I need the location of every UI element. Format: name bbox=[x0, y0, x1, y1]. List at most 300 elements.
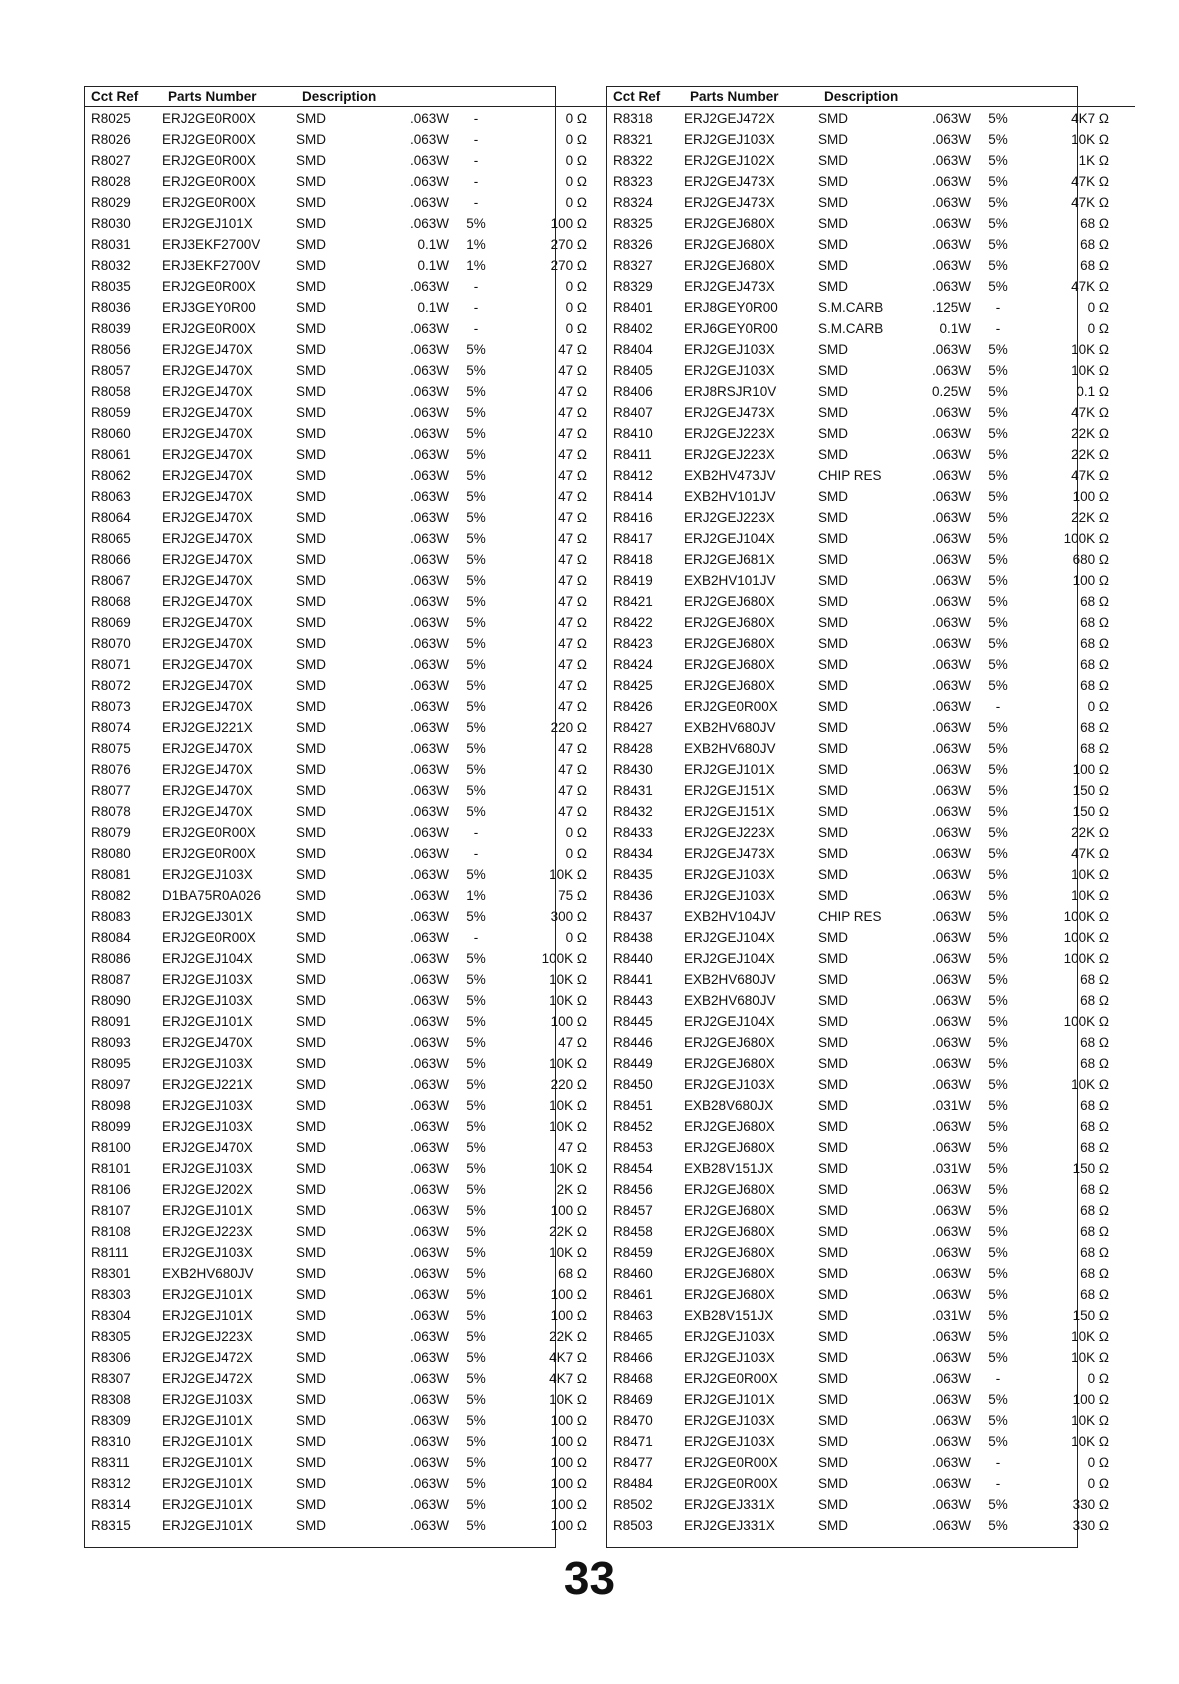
cell-parts-number: ERJ2GEJ151X bbox=[684, 804, 775, 819]
cell-cct-ref: R8027 bbox=[91, 153, 131, 168]
cell-cct-ref: R8470 bbox=[613, 1413, 653, 1428]
cell-tolerance: 5% bbox=[466, 615, 486, 630]
cell-wattage: .063W bbox=[409, 783, 449, 798]
cell-value: 47 Ω bbox=[558, 741, 587, 756]
table-row bbox=[607, 402, 1135, 423]
table-row bbox=[607, 171, 1135, 192]
cell-value: 0 Ω bbox=[565, 321, 587, 336]
cell-value: 47 Ω bbox=[558, 342, 587, 357]
cell-parts-number: ERJ2GEJ680X bbox=[684, 1182, 775, 1197]
cell-value: 10K Ω bbox=[549, 1392, 587, 1407]
table-row bbox=[607, 1410, 1135, 1431]
cell-parts-number: ERJ2GEJ103X bbox=[162, 1098, 253, 1113]
cell-description: SMD bbox=[296, 405, 326, 420]
cell-tolerance: - bbox=[995, 1476, 1001, 1491]
cell-wattage: .063W bbox=[931, 762, 971, 777]
cell-cct-ref: R8086 bbox=[91, 951, 131, 966]
cell-value: 0 Ω bbox=[565, 153, 587, 168]
cell-wattage: .063W bbox=[931, 1014, 971, 1029]
cell-value: 47K Ω bbox=[1071, 846, 1109, 861]
table-row bbox=[607, 1179, 1135, 1200]
cell-cct-ref: R8075 bbox=[91, 741, 131, 756]
cell-cct-ref: R8315 bbox=[91, 1518, 131, 1533]
cell-cct-ref: R8095 bbox=[91, 1056, 131, 1071]
cell-value: 47 Ω bbox=[558, 363, 587, 378]
cell-wattage: .063W bbox=[409, 552, 449, 567]
table-row bbox=[85, 1473, 613, 1494]
cell-description: SMD bbox=[818, 825, 848, 840]
table-row bbox=[85, 213, 613, 234]
cell-value: 10K Ω bbox=[1071, 867, 1109, 882]
cell-cct-ref: R8325 bbox=[613, 216, 653, 231]
cell-value: 68 Ω bbox=[1080, 678, 1109, 693]
cell-parts-number: ERJ2GEJ680X bbox=[684, 216, 775, 231]
table-row bbox=[85, 318, 613, 339]
cell-description: SMD bbox=[296, 1119, 326, 1134]
cell-value: 10K Ω bbox=[1071, 342, 1109, 357]
cell-parts-number: ERJ2GE0R00X bbox=[162, 174, 256, 189]
cell-wattage: .063W bbox=[409, 741, 449, 756]
cell-wattage: .063W bbox=[409, 195, 449, 210]
cell-parts-number: ERJ2GE0R00X bbox=[684, 1476, 778, 1491]
cell-tolerance: 5% bbox=[466, 426, 486, 441]
table-row bbox=[85, 1032, 613, 1053]
cell-tolerance: 5% bbox=[466, 1014, 486, 1029]
cell-cct-ref: R8072 bbox=[91, 678, 131, 693]
cell-tolerance: 5% bbox=[988, 594, 1008, 609]
cell-cct-ref: R8039 bbox=[91, 321, 131, 336]
cell-value: 10K Ω bbox=[1071, 1350, 1109, 1365]
cell-description: SMD bbox=[296, 1161, 326, 1176]
cell-cct-ref: R8407 bbox=[613, 405, 653, 420]
cell-description: SMD bbox=[296, 1014, 326, 1029]
cell-cct-ref: R8065 bbox=[91, 531, 131, 546]
cell-wattage: .063W bbox=[931, 1476, 971, 1491]
cell-tolerance: 5% bbox=[988, 258, 1008, 273]
cell-wattage: .063W bbox=[931, 1245, 971, 1260]
cell-wattage: .063W bbox=[409, 132, 449, 147]
cell-cct-ref: R8418 bbox=[613, 552, 653, 567]
cell-tolerance: 5% bbox=[466, 699, 486, 714]
cell-value: 47 Ω bbox=[558, 783, 587, 798]
page-number: 33 bbox=[563, 1552, 616, 1604]
cell-tolerance: 5% bbox=[988, 741, 1008, 756]
cell-tolerance: 5% bbox=[988, 111, 1008, 126]
cell-tolerance: 5% bbox=[988, 1119, 1008, 1134]
cell-wattage: .063W bbox=[409, 762, 449, 777]
cell-wattage: .063W bbox=[409, 1371, 449, 1386]
cell-cct-ref: R8029 bbox=[91, 195, 131, 210]
cell-value: 0 Ω bbox=[1087, 1455, 1109, 1470]
cell-description: SMD bbox=[296, 699, 326, 714]
table-row bbox=[607, 969, 1135, 990]
cell-value: 10K Ω bbox=[1071, 888, 1109, 903]
cell-cct-ref: R8309 bbox=[91, 1413, 131, 1428]
cell-wattage: .063W bbox=[931, 342, 971, 357]
table-row bbox=[85, 129, 613, 150]
cell-wattage: .063W bbox=[409, 573, 449, 588]
cell-tolerance: 5% bbox=[466, 1224, 486, 1239]
cell-value: 100K Ω bbox=[1063, 951, 1109, 966]
cell-wattage: .063W bbox=[409, 384, 449, 399]
cell-wattage: .063W bbox=[931, 678, 971, 693]
cell-parts-number: ERJ2GEJ101X bbox=[162, 1287, 253, 1302]
cell-cct-ref: R8301 bbox=[91, 1266, 131, 1281]
cell-description: SMD bbox=[818, 1434, 848, 1449]
cell-value: 10K Ω bbox=[1071, 1413, 1109, 1428]
cell-tolerance: 5% bbox=[466, 909, 486, 924]
cell-wattage: .063W bbox=[931, 615, 971, 630]
table-row bbox=[85, 234, 613, 255]
cell-value: 47 Ω bbox=[558, 1035, 587, 1050]
cell-value: 100 Ω bbox=[1072, 762, 1109, 777]
cell-wattage: .063W bbox=[931, 132, 971, 147]
cell-tolerance: 5% bbox=[988, 279, 1008, 294]
cell-parts-number: ERJ2GEJ470X bbox=[162, 699, 253, 714]
cell-wattage: .063W bbox=[409, 363, 449, 378]
cell-cct-ref: R8432 bbox=[613, 804, 653, 819]
table-row bbox=[607, 927, 1135, 948]
cell-description: SMD bbox=[818, 993, 848, 1008]
cell-wattage: .063W bbox=[931, 1056, 971, 1071]
cell-wattage: 0.1W bbox=[417, 237, 449, 252]
cell-description: SMD bbox=[818, 972, 848, 987]
cell-tolerance: - bbox=[473, 279, 479, 294]
cell-parts-number: EXB2HV104JV bbox=[684, 909, 776, 924]
cell-wattage: .063W bbox=[931, 993, 971, 1008]
cell-description: CHIP RES bbox=[818, 468, 882, 483]
cell-description: SMD bbox=[296, 132, 326, 147]
cell-description: SMD bbox=[818, 237, 848, 252]
cell-tolerance: 5% bbox=[466, 1140, 486, 1155]
cell-tolerance: 5% bbox=[988, 1098, 1008, 1113]
cell-value: 150 Ω bbox=[1072, 804, 1109, 819]
cell-cct-ref: R8329 bbox=[613, 279, 653, 294]
cell-cct-ref: R8402 bbox=[613, 321, 653, 336]
cell-description: SMD bbox=[296, 153, 326, 168]
cell-wattage: .063W bbox=[931, 1371, 971, 1386]
cell-wattage: .063W bbox=[931, 1266, 971, 1281]
cell-description: SMD bbox=[818, 1287, 848, 1302]
cell-wattage: .063W bbox=[931, 1140, 971, 1155]
cell-tolerance: - bbox=[995, 1371, 1001, 1386]
cell-parts-number: EXB28V151JX bbox=[684, 1308, 774, 1323]
cell-parts-number: ERJ2GEJ103X bbox=[684, 1329, 775, 1344]
cell-description: SMD bbox=[818, 867, 848, 882]
cell-wattage: .063W bbox=[931, 1434, 971, 1449]
cell-wattage: .063W bbox=[931, 636, 971, 651]
cell-parts-number: ERJ2GEJ103X bbox=[162, 867, 253, 882]
cell-description: SMD bbox=[296, 783, 326, 798]
cell-description: SMD bbox=[296, 1203, 326, 1218]
cell-wattage: .063W bbox=[409, 1266, 449, 1281]
cell-tolerance: 5% bbox=[988, 1035, 1008, 1050]
cell-parts-number: ERJ2GEJ470X bbox=[162, 657, 253, 672]
cell-value: 100 Ω bbox=[1072, 1392, 1109, 1407]
parts-table bbox=[607, 87, 1135, 1536]
cell-tolerance: - bbox=[473, 825, 479, 840]
cell-value: 47 Ω bbox=[558, 699, 587, 714]
cell-wattage: .063W bbox=[409, 1497, 449, 1512]
cell-cct-ref: R8503 bbox=[613, 1518, 653, 1533]
cell-tolerance: 5% bbox=[988, 489, 1008, 504]
cell-value: 300 Ω bbox=[550, 909, 587, 924]
cell-cct-ref: R8074 bbox=[91, 720, 131, 735]
cell-parts-number: ERJ2GEJ680X bbox=[684, 657, 775, 672]
cell-value: 100 Ω bbox=[550, 1455, 587, 1470]
cell-tolerance: 5% bbox=[466, 1413, 486, 1428]
table-row bbox=[85, 1158, 613, 1179]
cell-description: SMD bbox=[296, 1308, 326, 1323]
cell-cct-ref: R8324 bbox=[613, 195, 653, 210]
cell-value: 10K Ω bbox=[1071, 1329, 1109, 1344]
cell-cct-ref: R8469 bbox=[613, 1392, 653, 1407]
cell-value: 2K Ω bbox=[556, 1182, 587, 1197]
cell-description: SMD bbox=[818, 153, 848, 168]
cell-value: 4K7 Ω bbox=[1071, 111, 1109, 126]
cell-parts-number: ERJ2GEJ470X bbox=[162, 489, 253, 504]
cell-parts-number: ERJ2GEJ223X bbox=[684, 426, 775, 441]
cell-parts-number: D1BA75R0A026 bbox=[162, 888, 262, 903]
cell-cct-ref: R8322 bbox=[613, 153, 653, 168]
cell-parts-number: ERJ2GEJ473X bbox=[684, 174, 775, 189]
cell-description: SMD bbox=[818, 1014, 848, 1029]
cell-description: SMD bbox=[818, 636, 848, 651]
cell-description: SMD bbox=[296, 1518, 326, 1533]
cell-tolerance: 5% bbox=[466, 594, 486, 609]
cell-value: 100 Ω bbox=[550, 1014, 587, 1029]
cell-description: SMD bbox=[296, 636, 326, 651]
cell-value: 220 Ω bbox=[550, 1077, 587, 1092]
cell-value: 10K Ω bbox=[549, 1098, 587, 1113]
cell-value: 4K7 Ω bbox=[549, 1350, 587, 1365]
cell-value: 100K Ω bbox=[1063, 1014, 1109, 1029]
cell-parts-number: ERJ2GEJ223X bbox=[684, 510, 775, 525]
table-row bbox=[85, 1494, 613, 1515]
cell-wattage: .063W bbox=[931, 741, 971, 756]
cell-value: 100K Ω bbox=[541, 951, 587, 966]
cell-wattage: .063W bbox=[409, 342, 449, 357]
cell-cct-ref: R8426 bbox=[613, 699, 653, 714]
cell-description: SMD bbox=[296, 909, 326, 924]
cell-wattage: .063W bbox=[409, 951, 449, 966]
cell-tolerance: - bbox=[473, 321, 479, 336]
cell-parts-number: ERJ2GEJ101X bbox=[162, 216, 253, 231]
cell-value: 47 Ω bbox=[558, 531, 587, 546]
cell-description: SMD bbox=[818, 573, 848, 588]
cell-value: 100 Ω bbox=[550, 1287, 587, 1302]
cell-description: SMD bbox=[296, 258, 326, 273]
table-row bbox=[607, 234, 1135, 255]
cell-value: 47 Ω bbox=[558, 573, 587, 588]
table-row bbox=[85, 1053, 613, 1074]
table-row bbox=[607, 1326, 1135, 1347]
table-row bbox=[85, 738, 613, 759]
cell-tolerance: 5% bbox=[988, 468, 1008, 483]
cell-description: SMD bbox=[818, 1224, 848, 1239]
table-row bbox=[607, 1368, 1135, 1389]
cell-parts-number: ERJ2GEJ104X bbox=[684, 951, 775, 966]
cell-wattage: .063W bbox=[931, 1035, 971, 1050]
cell-cct-ref: R8031 bbox=[91, 237, 131, 252]
cell-parts-number: ERJ2GEJ103X bbox=[684, 363, 775, 378]
cell-parts-number: ERJ2GE0R00X bbox=[162, 321, 256, 336]
cell-cct-ref: R8446 bbox=[613, 1035, 653, 1050]
cell-description: SMD bbox=[296, 951, 326, 966]
cell-description: SMD bbox=[818, 405, 848, 420]
cell-cct-ref: R8305 bbox=[91, 1329, 131, 1344]
cell-parts-number: ERJ2GEJ470X bbox=[162, 468, 253, 483]
cell-description: SMD bbox=[296, 825, 326, 840]
cell-cct-ref: R8401 bbox=[613, 300, 653, 315]
cell-cct-ref: R8454 bbox=[613, 1161, 653, 1176]
table-row bbox=[85, 1137, 613, 1158]
table-row bbox=[607, 864, 1135, 885]
table-row bbox=[85, 528, 613, 549]
cell-tolerance: - bbox=[473, 174, 479, 189]
cell-tolerance: 5% bbox=[988, 1497, 1008, 1512]
cell-description: SMD bbox=[296, 321, 326, 336]
table-row bbox=[607, 507, 1135, 528]
cell-tolerance: 5% bbox=[988, 384, 1008, 399]
cell-wattage: .063W bbox=[409, 111, 449, 126]
cell-tolerance: 5% bbox=[466, 1308, 486, 1323]
cell-tolerance: 5% bbox=[988, 1287, 1008, 1302]
cell-tolerance: 5% bbox=[466, 1056, 486, 1071]
cell-wattage: .063W bbox=[409, 279, 449, 294]
cell-cct-ref: R8425 bbox=[613, 678, 653, 693]
cell-description: SMD bbox=[818, 741, 848, 756]
cell-cct-ref: R8071 bbox=[91, 657, 131, 672]
cell-description: SMD bbox=[818, 1098, 848, 1113]
cell-parts-number: ERJ2GEJ470X bbox=[162, 1035, 253, 1050]
cell-tolerance: 5% bbox=[466, 783, 486, 798]
cell-cct-ref: R8036 bbox=[91, 300, 131, 315]
cell-parts-number: EXB2HV680JV bbox=[684, 720, 776, 735]
table-row bbox=[85, 801, 613, 822]
cell-tolerance: 5% bbox=[466, 1245, 486, 1260]
cell-wattage: .063W bbox=[409, 1140, 449, 1155]
cell-tolerance: 5% bbox=[988, 552, 1008, 567]
table-row bbox=[85, 465, 613, 486]
cell-tolerance: 5% bbox=[988, 426, 1008, 441]
cell-cct-ref: R8311 bbox=[91, 1455, 130, 1470]
cell-wattage: .063W bbox=[409, 489, 449, 504]
cell-tolerance: 5% bbox=[466, 804, 486, 819]
table-row bbox=[607, 528, 1135, 549]
cell-tolerance: 5% bbox=[988, 762, 1008, 777]
cell-parts-number: ERJ2GEJ470X bbox=[162, 573, 253, 588]
cell-value: 47 Ω bbox=[558, 804, 587, 819]
cell-description: SMD bbox=[296, 1371, 326, 1386]
cell-cct-ref: R8451 bbox=[613, 1098, 653, 1113]
cell-description: SMD bbox=[818, 657, 848, 672]
table-row bbox=[607, 276, 1135, 297]
cell-wattage: .063W bbox=[409, 1098, 449, 1113]
cell-wattage: .063W bbox=[409, 1224, 449, 1239]
cell-tolerance: 1% bbox=[466, 258, 486, 273]
cell-description: SMD bbox=[296, 489, 326, 504]
cell-tolerance: 5% bbox=[988, 951, 1008, 966]
cell-parts-number: ERJ2GEJ103X bbox=[162, 1056, 253, 1071]
table-row bbox=[607, 1284, 1135, 1305]
cell-tolerance: 1% bbox=[466, 237, 486, 252]
cell-value: 0.1 Ω bbox=[1076, 384, 1109, 399]
cell-description: SMD bbox=[818, 594, 848, 609]
cell-tolerance: 5% bbox=[988, 1077, 1008, 1092]
table-row bbox=[85, 906, 613, 927]
cell-description: SMD bbox=[818, 489, 848, 504]
cell-cct-ref: R8323 bbox=[613, 174, 653, 189]
cell-parts-number: ERJ2GEJ470X bbox=[162, 342, 253, 357]
cell-tolerance: 5% bbox=[466, 573, 486, 588]
cell-tolerance: 5% bbox=[466, 405, 486, 420]
cell-cct-ref: R8437 bbox=[613, 909, 653, 924]
cell-cct-ref: R8062 bbox=[91, 468, 131, 483]
cell-cct-ref: R8417 bbox=[613, 531, 653, 546]
cell-description: S.M.CARB bbox=[818, 321, 884, 336]
cell-cct-ref: R8067 bbox=[91, 573, 131, 588]
cell-parts-number: ERJ2GEJ473X bbox=[684, 846, 775, 861]
cell-parts-number: ERJ2GEJ470X bbox=[162, 594, 253, 609]
cell-description: SMD bbox=[818, 720, 848, 735]
cell-parts-number: ERJ2GEJ223X bbox=[162, 1329, 253, 1344]
cell-cct-ref: R8308 bbox=[91, 1392, 131, 1407]
table-row bbox=[607, 1221, 1135, 1242]
cell-description: SMD bbox=[296, 1434, 326, 1449]
cell-tolerance: 5% bbox=[466, 216, 486, 231]
cell-description: SMD bbox=[296, 846, 326, 861]
cell-value: 0 Ω bbox=[565, 195, 587, 210]
cell-value: 4K7 Ω bbox=[549, 1371, 587, 1386]
cell-parts-number: ERJ2GEJ103X bbox=[684, 888, 775, 903]
table-row bbox=[85, 1284, 613, 1305]
cell-cct-ref: R8099 bbox=[91, 1119, 131, 1134]
cell-tolerance: 5% bbox=[988, 804, 1008, 819]
table-row bbox=[607, 612, 1135, 633]
table-row bbox=[85, 948, 613, 969]
cell-value: 150 Ω bbox=[1072, 1161, 1109, 1176]
cell-parts-number: ERJ2GEJ470X bbox=[162, 552, 253, 567]
cell-tolerance: - bbox=[995, 1455, 1001, 1470]
cell-wattage: .063W bbox=[409, 531, 449, 546]
cell-value: 330 Ω bbox=[1072, 1518, 1109, 1533]
cell-value: 100 Ω bbox=[550, 1413, 587, 1428]
cell-value: 68 Ω bbox=[1080, 1287, 1109, 1302]
cell-tolerance: 5% bbox=[988, 1266, 1008, 1281]
cell-value: 220 Ω bbox=[550, 720, 587, 735]
table-row bbox=[85, 927, 613, 948]
cell-value: 10K Ω bbox=[1071, 363, 1109, 378]
cell-cct-ref: R8056 bbox=[91, 342, 131, 357]
cell-parts-number: ERJ2GEJ103X bbox=[684, 1350, 775, 1365]
cell-parts-number: ERJ2GEJ470X bbox=[162, 804, 253, 819]
cell-description: SMD bbox=[818, 426, 848, 441]
cell-wattage: 0.1W bbox=[417, 258, 449, 273]
cell-tolerance: 5% bbox=[988, 846, 1008, 861]
cell-wattage: .063W bbox=[409, 930, 449, 945]
cell-cct-ref: R8440 bbox=[613, 951, 653, 966]
cell-description: SMD bbox=[296, 993, 326, 1008]
cell-tolerance: 5% bbox=[466, 1035, 486, 1050]
cell-tolerance: 5% bbox=[466, 1497, 486, 1512]
cell-description: SMD bbox=[818, 1182, 848, 1197]
cell-value: 47K Ω bbox=[1071, 174, 1109, 189]
cell-value: 47 Ω bbox=[558, 468, 587, 483]
cell-tolerance: 5% bbox=[466, 384, 486, 399]
cell-wattage: .063W bbox=[409, 594, 449, 609]
table-header-row bbox=[607, 87, 1135, 107]
